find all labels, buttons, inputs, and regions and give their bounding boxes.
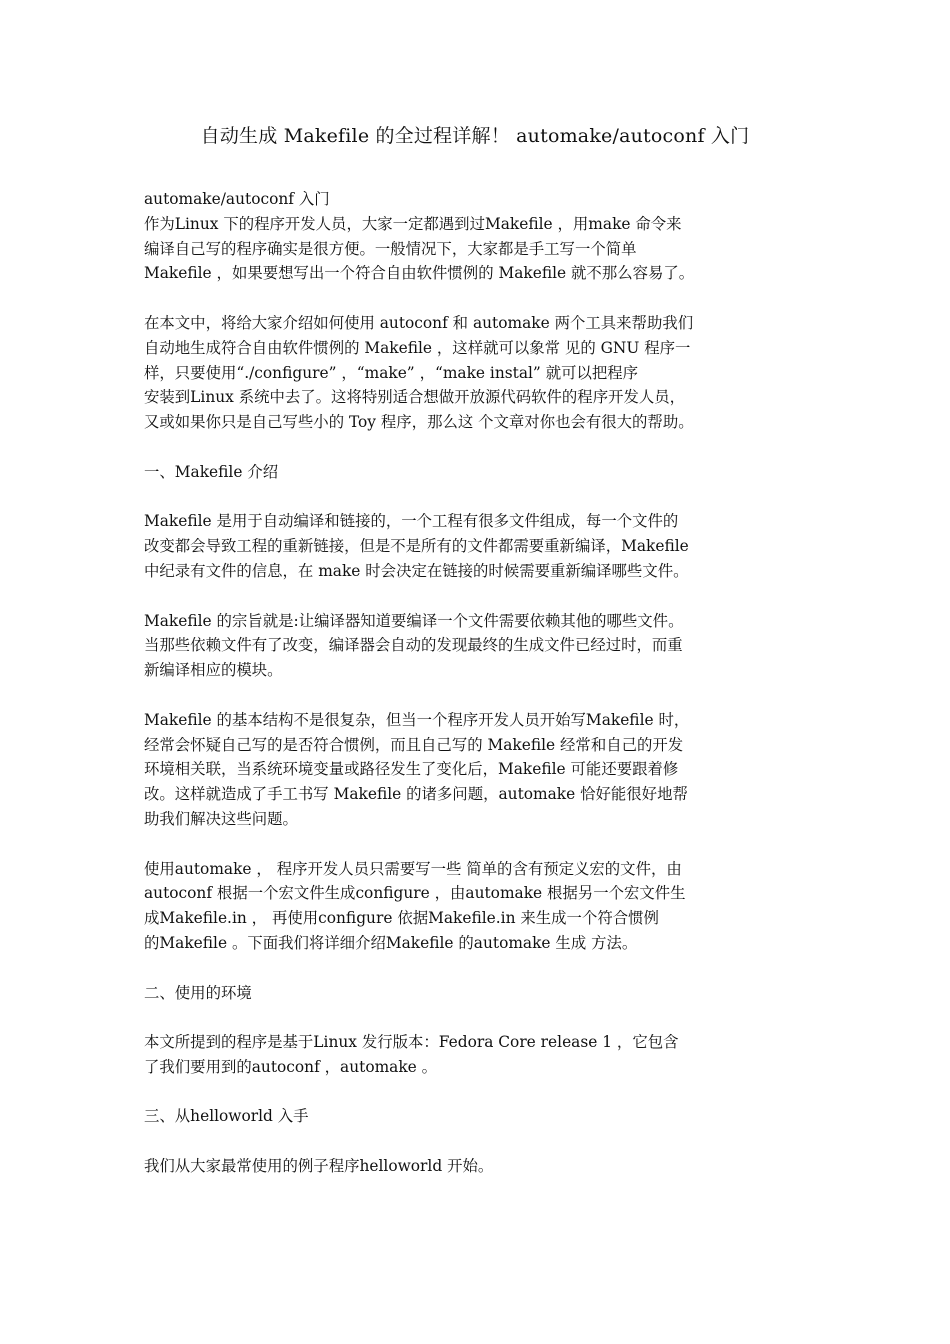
text-line: 当那些依赖文件有了改变，编译器会自动的发现最终的生成文件已经过时，而重 — [144, 636, 683, 655]
text-line: 助我们解决这些问题。 — [144, 809, 298, 828]
document-title: 自动生成 Makefile 的全过程详解！ automake/autoconf 入门 — [200, 125, 750, 147]
text-line: 改。这样就造成了手工书写 Makefile 的诸多问题，automake 恰好能很好地帮 — [144, 785, 688, 804]
text-line: 新编译相应的模块。 — [144, 661, 283, 680]
text-line: 经常会怀疑自己写的是否符合惯例，而且自己写的 Makefile 经常和自己的开发 — [144, 735, 684, 754]
paragraph-gap — [144, 1129, 824, 1154]
paragraph-gap — [144, 435, 824, 460]
document-body — [144, 187, 824, 1179]
paragraph-gap — [144, 286, 824, 311]
text-line: 本文所提到的程序是基于Linux 发行版本：Fedora Core release 1 ，它包含 — [144, 1033, 679, 1052]
text-line: 又或如果你只是自己写些小的 Toy 程序，那么这 个文章对你也会有很大的帮助。 — [144, 413, 694, 432]
text-line: 的Makefile 。下面我们将详细介绍Makefile 的automake 生成 方法。 — [144, 933, 638, 952]
text-line: 三、从helloworld 入手 — [144, 1107, 309, 1126]
text-line: 使用automake ， 程序开发人员只需要写一些 简单的含有预定义宏的文件，由 — [144, 859, 682, 878]
paragraph-gap — [144, 683, 824, 708]
text-line: 编译自己写的程序确实是很方便。一般情况下，大家都是手工写一个简单 — [144, 239, 637, 258]
text-line: 作为Linux 下的程序开发人员，大家一定都遇到过Makefile ，用make 命令来 — [144, 214, 682, 233]
text-line: 改变都会导致工程的重新链接，但是不是所有的文件都需要重新编译，Makefile — [144, 537, 689, 556]
text-line: 一、Makefile 介绍 — [144, 462, 279, 481]
text-line: 了我们要用到的autoconf ，automake 。 — [144, 1057, 438, 1076]
text-line: Makefile 是用于自动编译和链接的，一个工程有很多文件组成，每一个文件的 — [144, 512, 679, 531]
text-line: 环境相关联，当系统环境变量或路径发生了变化后，Makefile 可能还要跟着修 — [144, 760, 679, 779]
paragraph-gap — [144, 1080, 824, 1105]
paragraph-gap — [144, 485, 824, 510]
paragraph-gap — [144, 832, 824, 857]
text-line: 在本文中，将给大家介绍如何使用 autoconf 和 automake 两个工具来帮助我们 — [144, 313, 694, 332]
text-line: automake/autoconf 入门 — [144, 190, 330, 208]
text-line: Makefile ，如果要想写出一个符合自由软件惯例的 Makefile 就不那么容易了。 — [144, 264, 695, 283]
paragraph-gap — [144, 1005, 824, 1030]
paragraph-gap — [144, 956, 824, 981]
text-line: 自动地生成符合自由软件惯例的 Makefile ，这样就可以象常 见的 GNU 程序一 — [144, 338, 691, 357]
text-line: Makefile 的基本结构不是很复杂，但当一个程序开发人员开始写Makefile 时， — [144, 710, 690, 729]
text-line: Makefile 的宗旨就是:让编译器知道要编译一个文件需要依赖其他的哪些文件。 — [144, 611, 684, 630]
text-line: 我们从大家最常使用的例子程序helloworld 开始。 — [144, 1157, 494, 1176]
text-line: 中纪录有文件的信息，在 make 时会决定在链接的时候需要重新编译哪些文件。 — [144, 561, 689, 580]
paragraph-gap — [144, 584, 824, 609]
text-line: 安装到Linux 系统中去了。这将特别适合想做开放源代码软件的程序开发人员， — [144, 388, 686, 407]
text-line: 成Makefile.in ， 再使用configure 依据Makefile.in 来生成一个符合惯例 — [144, 909, 659, 928]
text-line: autoconf 根据一个宏文件生成configure ，由automake 根据另一个宏文件生 — [144, 884, 686, 903]
text-line: 样，只要使用“./configure” ，“make” ，“make instal” 就可以把程序 — [144, 363, 639, 382]
text-line: 二、使用的环境 — [144, 983, 252, 1002]
